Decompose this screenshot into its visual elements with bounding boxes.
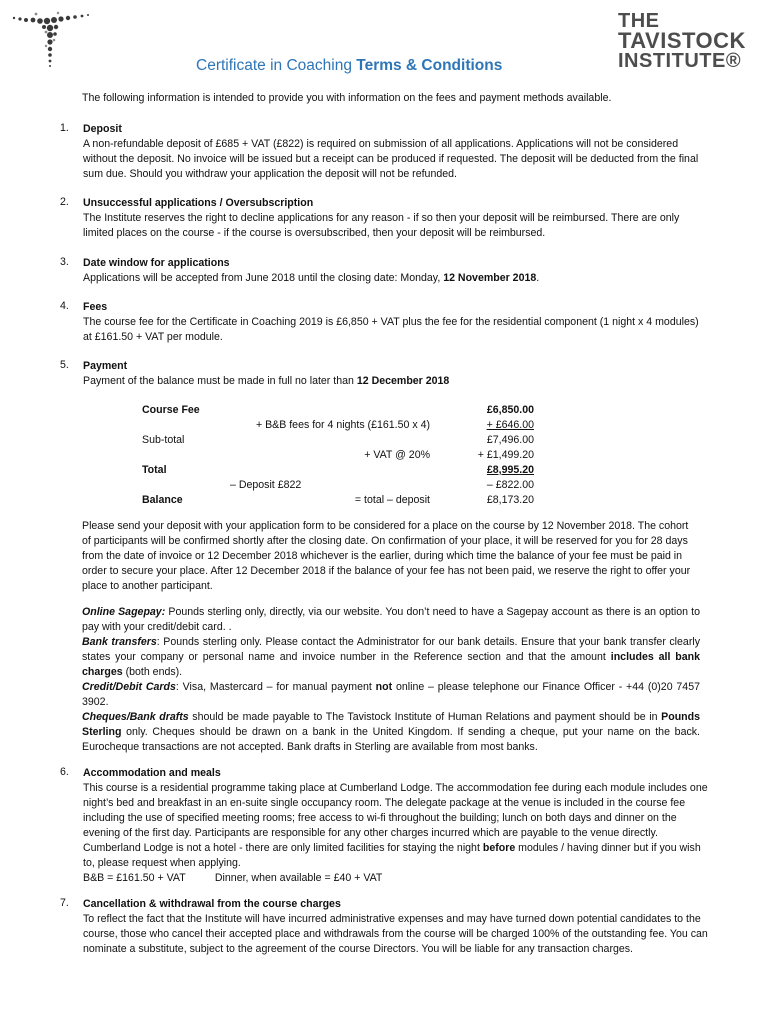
section-number: 6. — [60, 766, 69, 778]
section-text: The course fee for the Certificate in Coaching 2019 is £6,850 + VAT plus the fee for the residential component (1 night x 4 modules) at £161.50 + VAT per module. — [83, 316, 699, 343]
fee-table — [142, 403, 534, 508]
section-date-window — [60, 256, 710, 286]
intro-text: The following information is intended to provide you with information on the fees and payment methods available. — [82, 92, 612, 104]
left-logo-icon — [6, 6, 94, 72]
method-sagepay — [82, 605, 700, 635]
vat-label: + VAT @ 20% — [364, 449, 430, 461]
text-part: Applications will be accepted from June 2018 until the closing date: Monday, — [83, 272, 444, 284]
section-number: 5. — [60, 359, 69, 371]
section-heading: Payment — [83, 360, 128, 372]
section-heading: Accommodation and meals — [83, 767, 221, 779]
title-bold: Terms & Conditions — [356, 57, 503, 74]
total-label: Total — [142, 464, 167, 476]
method-card — [82, 680, 700, 710]
page-title — [196, 57, 502, 75]
section-cancellation — [60, 897, 710, 957]
cheque-bold: Pounds Sterling — [82, 711, 700, 738]
balance-value: £8,173.20 — [486, 494, 534, 506]
total-value: £8,995.20 — [486, 464, 534, 476]
section-number: 4. — [60, 300, 69, 312]
section-heading: Cancellation & withdrawal from the course charges — [83, 898, 341, 910]
section-number: 1. — [60, 122, 69, 134]
table-row — [142, 478, 534, 493]
section-text: To reflect the fact that the Institute will have incurred administrative expenses and may have turned down potential candidates to the course, those who cancel their accepted place and withdrawals from the course will be charged 100% of the outstanding fee. You can nominate a substitute, subject to the agreement of the course Directors. You will be liable for any transaction charges. — [83, 913, 708, 955]
section-number: 2. — [60, 196, 69, 208]
cheque-label: Cheques/Bank drafts — [82, 711, 189, 723]
bb-label: + B&B fees for 4 nights (£161.50 x 4) — [255, 419, 430, 431]
section-text: A non-refundable deposit of £685 + VAT (£822) is required on submission of all applications. Applications will not be considered without the deposit. No invoice will be issued but a receipt can be produced if requested. The deposit will be deducted from the final sum due. Should you withdraw your application the deposit will not be refunded. — [83, 138, 699, 180]
deposit-label: – Deposit £822 — [230, 479, 302, 491]
text-bold: before — [482, 842, 516, 854]
subtotal-label: Sub-total — [142, 434, 185, 446]
deposit-value: – £822.00 — [486, 479, 534, 491]
section-accommodation — [60, 766, 710, 886]
bank-text-end: (both ends). — [122, 666, 183, 678]
section-deposit — [60, 122, 710, 182]
section-text — [83, 781, 710, 871]
section-text — [83, 271, 710, 286]
section-heading: Date window for applications — [83, 257, 230, 269]
subtotal-value: £7,496.00 — [486, 434, 534, 446]
section-payment — [60, 359, 710, 389]
text-part: modules / having dinner but if you wish to, please request when applying. — [83, 842, 701, 869]
bank-text: : Pounds sterling only. Please contact the Administrator for our bank details. Ensure that your bank transfer clearly states your company or personal name and invoice number in the Reference section and that the amount — [82, 636, 700, 663]
course-fee-value: £6,850.00 — [486, 404, 534, 416]
course-fee-label: Course Fee — [142, 404, 200, 416]
section-text: The Institute reserves the right to decline applications for any reason - if so then your deposit will be reimbursed. There are only limited places on the course - if the course is oversubscribed, then your deposit will be reimbursed. — [83, 212, 680, 239]
tavistock-logo — [618, 10, 746, 72]
table-row — [142, 463, 534, 478]
after-table-text: Please send your deposit with your application form to be considered for a place on the course by 12 November 2018. The cohort of participants will be confirmed shortly after the closing date. On confirmation of your place, it will be reserved for you for 28 days from the date of invoice or 12 December 2018 whichever is the earlier, during which time the balance of your fee must be paid in order to secure your place. After 12 December 2018 if the balance of your fee has not been paid, we reserve the right to offer your place to another participant. — [82, 520, 691, 592]
method-cheque — [82, 710, 700, 755]
section-heading: Unsuccessful applications / Oversubscription — [83, 197, 314, 209]
logo-line-tavistock: TAVISTOCK — [618, 28, 746, 53]
table-row — [142, 493, 534, 508]
table-row — [142, 403, 534, 418]
card-text-end: online – please telephone our Finance Officer - +44 (0)20 7457 3902. — [82, 681, 700, 708]
text-bold: 12 November 2018 — [443, 272, 537, 284]
section-heading: Deposit — [83, 123, 122, 135]
text-bold: 12 December 2018 — [356, 375, 450, 387]
cheque-text: should be made payable to The Tavistock Institute of Human Relations and payment should be in — [188, 711, 662, 723]
logo-line-institute: INSTITUTE® — [618, 49, 742, 72]
section-fees — [60, 300, 710, 345]
table-row — [142, 433, 534, 448]
title-plain: Certificate in Coaching — [196, 57, 357, 74]
payment-methods — [82, 605, 700, 755]
sagepay-label: Online Sagepay: — [82, 606, 166, 618]
logo-line-the: THE — [618, 10, 660, 32]
section-text — [83, 374, 710, 389]
text-part: . — [536, 272, 540, 284]
bank-label: Bank transfers — [82, 636, 157, 648]
card-label: Credit/Debit Cards — [82, 681, 176, 693]
bb-value: + £646.00 — [486, 419, 534, 431]
text-part: Payment of the balance must be made in full no later than — [83, 375, 357, 387]
section-number: 3. — [60, 256, 69, 268]
table-row — [142, 418, 534, 433]
card-text: : Visa, Mastercard – for manual payment — [175, 681, 376, 693]
cheque-text-end: only. Cheques should be drawn on a bank in the United Kingdom. If sending a cheque, put your name on the back. Eurocheque transactions are not accepted. Bank drafts in Sterling are available from most banks. — [82, 726, 700, 753]
bb-line: B&B = £161.50 + VAT Dinner, when available = £40 + VAT — [83, 872, 383, 884]
section-unsuccessful — [60, 196, 710, 241]
method-bank — [82, 635, 700, 680]
text-part: This course is a residential programme taking place at Cumberland Lodge. The accommodation fee during each module includes one night’s bed and breakfast in an en-suite single occupancy room. The delegate package at the venue is included in the course fee including the use of specified meeting rooms; free access to wi-fi throughout the building; lunch on both days and dinner on the evening of the first day. Participants are responsible for any other charges incurred which are payable to the venue directly. Cumberland Lodge is not a hotel - there are only limited facilities for staying the night — [83, 782, 708, 854]
vat-value: + £1,499.20 — [477, 449, 534, 461]
sagepay-text: Pounds sterling only, directly, via our website. You don’t need to have a Sagepay account as there is an option to pay with your credit/debit card. . — [82, 606, 700, 633]
card-bold: not — [375, 681, 393, 693]
balance-label: Balance — [142, 494, 183, 506]
table-row — [142, 448, 534, 463]
bank-bold: includes all bank charges — [82, 651, 701, 678]
balance-formula: = total – deposit — [354, 494, 430, 506]
section-heading: Fees — [83, 301, 108, 313]
section-number: 7. — [60, 897, 69, 909]
